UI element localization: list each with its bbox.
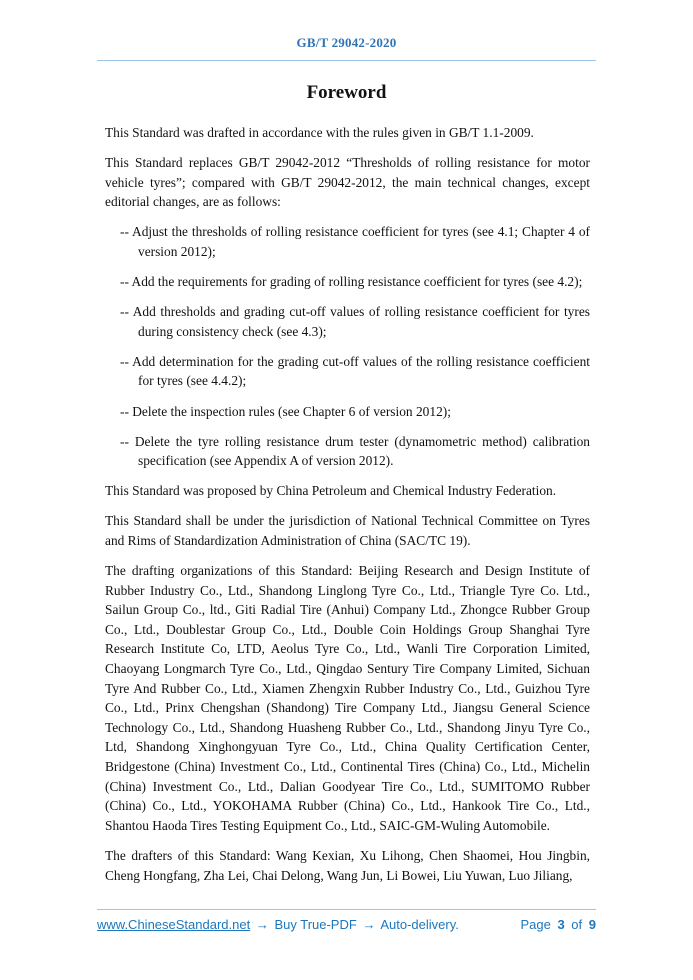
paragraph-drafted: This Standard was drafted in accordance with the rules given in GB/T 1.1-2009. [105, 125, 534, 140]
bullet-item-delete-calibration-spec: -- Delete the tyre rolling resistance drum tester (dynamometric method) calibration specification (see Appendix A of version 2012). [120, 433, 590, 469]
page-indicator [517, 917, 596, 932]
total-page-number: 9 [588, 917, 596, 932]
arrow-icon: → [255, 917, 269, 932]
bullet-item-add-grading-requirements: -- Add the requirements for grading of rolling resistance coefficient for tyres (see 4.2); [120, 274, 583, 290]
page-title: Foreword [306, 82, 387, 103]
document-body [105, 123, 590, 885]
bullet-item-delete-inspection-rules: -- Delete the inspection rules (see Chapter 6 of version 2012); [120, 403, 451, 419]
site-link[interactable]: www.ChineseStandard.net [97, 917, 251, 932]
current-page-number: 3 [557, 917, 565, 932]
of-label: of [571, 917, 583, 932]
header-divider [97, 60, 596, 61]
bullet-item-add-cutoff-values: -- Add thresholds and grading cut-off values of rolling resistance coefficient for tyres during consistency check (see 4.3); [120, 304, 590, 339]
footer-source-line [97, 917, 459, 932]
paragraph-drafting-organizations: The drafting organizations of this Standard: Beijing Research and Design Institute of Rubber Industry Co., Ltd., Shandong Linglong Tyre Co., Ltd., Triangle Tyre Co. Ltd., Sailun Group Co., ltd., Giti Radial Tire (Anhui) Company Ltd., Zhongce Rubber Group Co., Ltd., Doublestar Group Co., Ltd., Double Coin Holdings Group Shanghai Tyre Research Institute Co, LTD, Aeolus Tyre Co., Ltd., Wanli Tire Corporation Limited, Chaoyang Longmarch Tyre Co., Ltd., Qingdao Sentury Tire Company Limited, Sichuan Tyre And Rubber Co., Ltd., Xiamen Zhengxin Rubber Industry Co., Ltd., Guizhou Tyre Co., Ltd., Prinx Chengshan (Shandong) Tire Company Ltd., Jiangsu General Science Technology Co., Ltd., Shandong Huasheng Rubber Co., Ltd., Shandong Jinyu Tyre Co., Ltd, Shandong Xinghongyuan Tyre Co., Ltd., China Quality Certification Center, Bridgestone (China) Investment Co., Ltd., Continental Tires (China) Co., Ltd., Michelin (China) Investment Co., Ltd., Dalian Goodyear Tire Co., Ltd., SUMITOMO Rubber (China) Co., Ltd., YOKOHAMA Rubber (China) Co., Ltd., Hankook Tire Co., Ltd., Shantou Haoda Tires Testing Equipment Co., Ltd., SAIC-GM-Wuling Automobile. [105, 563, 590, 833]
paragraph-drafters: The drafters of this Standard: Wang Kexian, Xu Lihong, Chen Shaomei, Hou Jingbin, Cheng Hongfang, Zha Lei, Chai Delong, Wang Jun, Li Bowei, Liu Yuwan, Luo Jiliang, [105, 847, 590, 883]
bullet-item-adjust-thresholds: -- Adjust the thresholds of rolling resistance coefficient for tyres (see 4.1; Chapter 4 of version 2012); [120, 224, 590, 259]
paragraph-replaces: This Standard replaces GB/T 29042-2012 “Thresholds of rolling resistance for motor vehicle tyres”; compared with GB/T 29042-2012, the main technical changes, except editorial changes, are as follows: [105, 155, 590, 210]
paragraph-proposed: This Standard was proposed by China Petroleum and Chemical Industry Federation. [105, 483, 557, 499]
page-footer [97, 909, 596, 932]
buy-true-pdf-label: Buy True-PDF [274, 917, 357, 932]
auto-delivery-label: Auto-delivery. [380, 917, 459, 932]
page-label: Page [520, 917, 551, 932]
standard-number: GB/T 29042-2020 [296, 35, 397, 50]
paragraph-jurisdiction: This Standard shall be under the jurisdiction of National Technical Committee on Tyres and Rims of Standardization Administration of China (SAC/TC 19). [105, 513, 590, 548]
bullet-item-add-determination: -- Add determination for the grading cut-off values of the rolling resistance coefficient for tyres (see 4.4.2); [120, 353, 590, 389]
arrow-icon: → [362, 917, 376, 932]
